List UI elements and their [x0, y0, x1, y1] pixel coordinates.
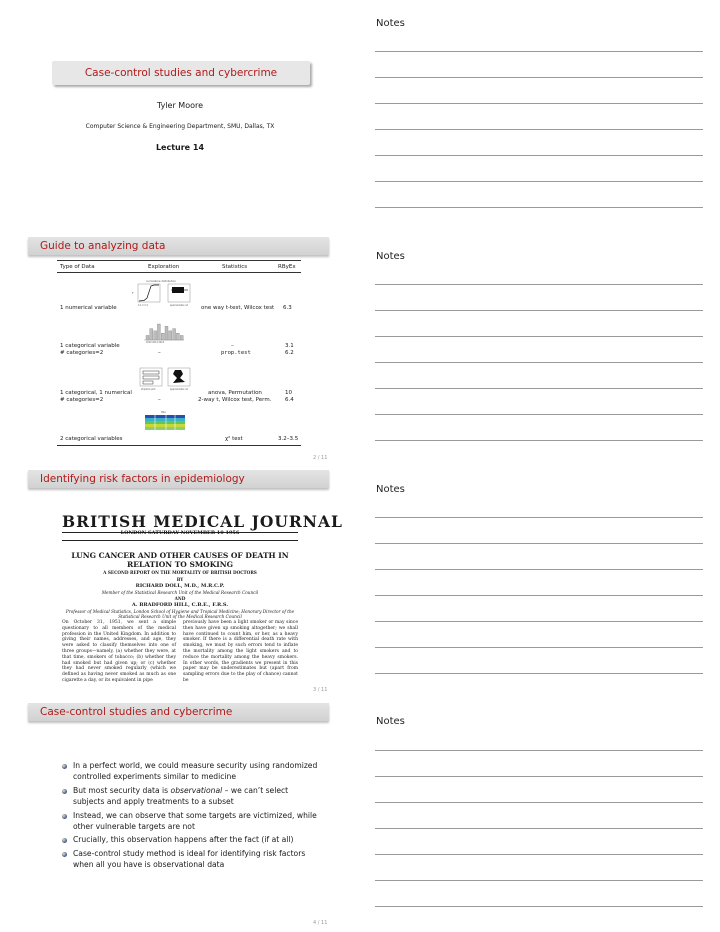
row1-statistics: one way t-test, Wilcox test: [201, 305, 275, 311]
row2-statistics: –: [231, 343, 234, 349]
row3-rbyex: 6.2: [285, 350, 294, 356]
bullet-item: Instead, we can observe that some targets are victimized, while other vulnerable targets are not: [62, 810, 322, 833]
bmj-subhead: A SECOND REPORT ON THE MORTALITY OF BRITISH DOCTORS: [103, 570, 257, 575]
bullet-item: In a perfect world, we could measure security using randomized controlled experiments similar to medicine: [62, 760, 322, 783]
bar-f: [165, 326, 168, 340]
bmj-and: AND: [174, 596, 186, 601]
row6-rbyex: 3.2–3.5: [278, 436, 299, 442]
bmj-author2: A. BRADFORD HILL, C.B.E., F.R.S.: [131, 602, 229, 608]
header-statistics: Statistics: [222, 264, 248, 270]
row2-type: 1 categorical variable: [60, 343, 120, 349]
bar-g: [169, 331, 172, 340]
bar-j: [180, 335, 183, 340]
svg-text:title: title: [161, 411, 166, 414]
row5-rbyex: 6.4: [285, 397, 294, 403]
bar-a: [146, 335, 149, 340]
bmj-author2-role: Professor of Medical Statistics, London School of Hygiene and Tropical Medicine; Honorary Director of the Statistical Research Unit of the Medical Research Council: [65, 609, 295, 619]
bar-c: [154, 331, 157, 340]
bullet-icon: [62, 789, 67, 794]
bullet-item: But most security data is observational – we can’t select subjects and apply treatments to a subset: [62, 785, 322, 808]
notes-label-2: Notes: [376, 251, 405, 262]
bar-h: [173, 329, 176, 340]
notes-label-1: Notes: [376, 18, 405, 29]
table-header-rule: [57, 272, 301, 273]
thumb-cat-num: [137, 366, 193, 392]
bmj-dateline: LONDON SATURDAY NOVEMBER 10 1956: [120, 530, 240, 536]
slide1-title: Case-control studies and cybercrime: [52, 61, 310, 85]
header-type: Type of Data: [60, 264, 95, 270]
bullet-item: Case-control study method is ideal for identifying risk factors when all you have is observational data: [62, 848, 322, 871]
bmj-rule-2: [62, 540, 298, 541]
row5-type: # categories=2: [60, 397, 104, 403]
bmj-by: BY: [176, 577, 184, 582]
thumb-bar: [138, 321, 186, 343]
slide4-page: 4 / 11: [313, 920, 328, 926]
bmj-column-2: previously have been a light smoker or may since then have given up smoking altogether; we shall have continued to count him, or her, as a heavy smoker. If there is a differential death rate with smoking, we must by such errors tend to inflate the mortality among the light smokers and to reduce the mortality among the heavy smokers. In other words, the gradients we present in this paper may be underestimates but (apart from sampling errors due to the play of chance) cannot be: [183, 620, 298, 683]
bar-b: [150, 329, 153, 340]
svg-text:2010 2012 2014: 2010 2012 2014: [146, 341, 165, 344]
row2-rbyex: 3.1: [285, 343, 294, 349]
thumb-numerical: [130, 278, 194, 308]
bullet-icon: [62, 838, 67, 843]
bullet-icon: [62, 764, 67, 769]
slide1-affiliation: Computer Science & Engineering Department, SMU, Dallas, TX: [85, 123, 275, 130]
table-top-rule: [57, 260, 301, 261]
bullet-icon: [62, 852, 67, 857]
svg-text:cumulative distribution: cumulative distribution: [146, 280, 177, 283]
bar-e: [161, 333, 164, 340]
bar-d: [157, 324, 160, 340]
bmj-author1-role: Member of the Statistical Research Unit of the Medical Research Council: [101, 590, 259, 595]
header-exploration: Exploration: [148, 264, 180, 270]
svg-text:approximate cut: approximate cut: [170, 388, 188, 391]
row4-type: 1 categorical, 1 numerical: [60, 390, 132, 396]
bullet-item: Crucially, this observation happens after the fact (if at all): [62, 834, 322, 845]
svg-text:strip/box plot: strip/box plot: [141, 388, 156, 391]
slide3-page: 3 / 11: [313, 687, 328, 693]
thumb-mosaic: [144, 410, 186, 434]
svg-text:approximate cut: approximate cut: [170, 304, 188, 307]
row6-statistics: χ² test: [225, 436, 243, 442]
row1-type: 1 numerical variable: [60, 305, 117, 311]
bmj-column-1: On October 31, 1951, we sent a simple questionary to all members of the medical profession in the United Kingdom. In addition to giving their names, addresses, and age, they were asked to classify themselves into one of three groups—namely, (a) whether they were, at that time, smokers of tobacco; (b) whether they had smoked but had given up; or (c) whether they had never smoked regularly (which we defined as having never smoked as much as one cigarette a day, or its equivalent in pipe: [62, 620, 176, 683]
slide3-title: Identifying risk factors in epidemiology: [28, 470, 329, 488]
slide2-page: 2 / 11: [313, 455, 328, 461]
bar-i: [176, 333, 179, 340]
bmj-headline: LUNG CANCER AND OTHER CAUSES OF DEATH IN RELATION TO SMOKING: [71, 551, 289, 569]
notes-label-3: Notes: [376, 484, 405, 495]
slide4-title: Case-control studies and cybercrime: [28, 703, 329, 721]
slide4-bullet-list: [62, 760, 322, 873]
row5-statistics: 2-way t, Wilcox test, Perm.: [198, 397, 272, 403]
slide1-lecture: Lecture 14: [155, 143, 205, 152]
row1-rbyex: 6.3: [283, 305, 292, 311]
svg-text:0 1 2 3 4: 0 1 2 3 4: [138, 304, 148, 307]
row5-exploration: –: [158, 397, 161, 403]
row4-statistics: anova, Permutation: [208, 390, 262, 396]
notes-label-4: Notes: [376, 716, 405, 727]
bmj-author1: RICHARD DOLL, M.D., M.R.C.P.: [135, 583, 225, 589]
slide1-author: Tyler Moore: [156, 101, 204, 110]
row4-rbyex: 10: [285, 390, 292, 396]
bmj-journal-title: BRITISH MEDICAL JOURNAL: [62, 512, 343, 531]
bullet-icon: [62, 814, 67, 819]
row6-type: 2 categorical variables: [60, 436, 123, 442]
slide2-title: Guide to analyzing data: [28, 237, 329, 255]
row3-type: # categories=2: [60, 350, 104, 356]
table-bottom-rule: [57, 445, 301, 446]
row3-exploration: –: [158, 350, 161, 356]
svg-text:F: F: [132, 292, 134, 295]
row3-statistics: prop.test: [221, 350, 251, 356]
header-rbyex: RByEx: [278, 264, 296, 270]
